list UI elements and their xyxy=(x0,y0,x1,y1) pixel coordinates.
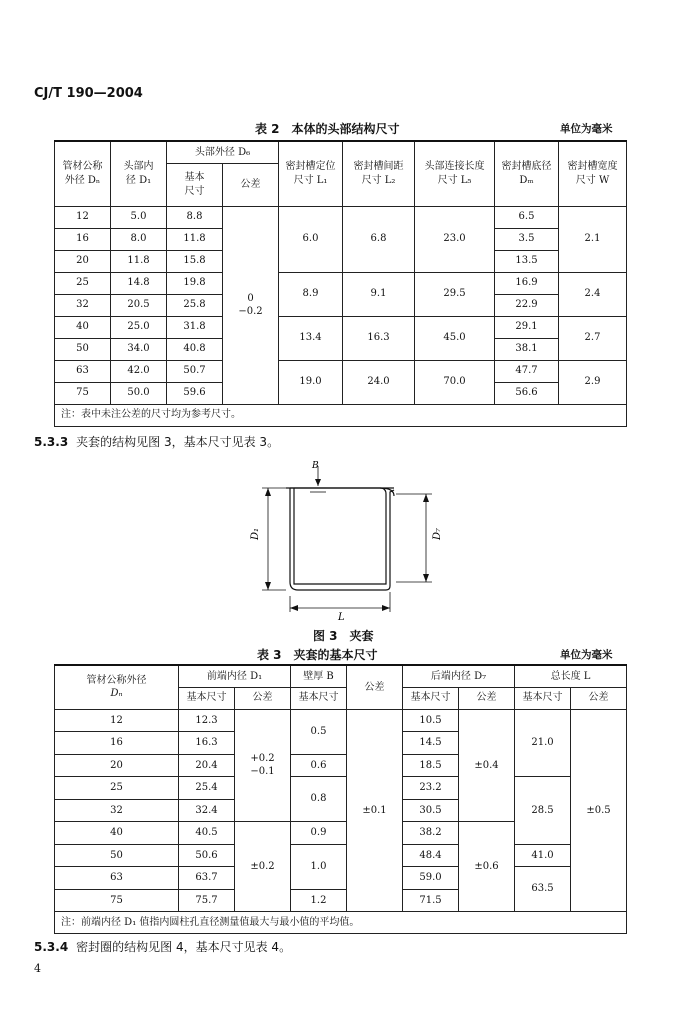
t3-rear: 71.5 xyxy=(403,889,459,912)
t3-wall: 0.6 xyxy=(291,754,347,777)
t2-dm: 47.7 xyxy=(495,360,559,382)
table2-caption: 表 2 本体的头部结构尺寸 xyxy=(255,122,400,136)
t2-id: 14.8 xyxy=(111,272,167,294)
t2-header-l1: 密封槽定位尺寸 L₁ xyxy=(279,141,343,206)
t3-front: 12.3 xyxy=(179,709,235,732)
t2-l5: 70.0 xyxy=(415,360,495,404)
t2-l2: 16.3 xyxy=(343,316,415,360)
t2-l5: 45.0 xyxy=(415,316,495,360)
t2-d6: 31.8 xyxy=(167,316,223,338)
t2-header-l5: 头部连接长度尺寸 L₅ xyxy=(415,141,495,206)
t3-len: 41.0 xyxy=(515,844,571,867)
t3-header-len: 总长度 L xyxy=(515,665,627,687)
t3-header-tol: 公差 xyxy=(459,687,515,709)
t3-front-tol: +0.2 −0.1 xyxy=(235,709,291,822)
t3-header-tol: 公差 xyxy=(571,687,627,709)
t2-header-head-od: 头部外径 D₆ xyxy=(167,141,279,163)
table2 xyxy=(54,140,627,427)
t2-header-basic: 基本尺寸 xyxy=(167,163,223,206)
t3-header-od: 管材公称外径 Dₙ xyxy=(55,665,179,709)
t3-od: 40 xyxy=(55,822,179,845)
t3-od: 75 xyxy=(55,889,179,912)
t3-rear: 30.5 xyxy=(403,799,459,822)
t2-id: 25.0 xyxy=(111,316,167,338)
t2-note: 注：表中未注公差的尺寸均为参考尺寸。 xyxy=(55,404,627,426)
t3-wall: 0.5 xyxy=(291,709,347,754)
t2-l1: 6.0 xyxy=(279,206,343,272)
t2-w: 2.9 xyxy=(559,360,627,404)
t2-dm: 56.6 xyxy=(495,382,559,404)
standard-code: CJ/T 190—2004 xyxy=(34,86,143,101)
t2-id: 34.0 xyxy=(111,338,167,360)
t2-l2: 6.8 xyxy=(343,206,415,272)
jacket-inner-wall xyxy=(294,488,386,584)
t2-header-w: 密封槽宽度尺寸 W xyxy=(559,141,627,206)
t2-id: 50.0 xyxy=(111,382,167,404)
t3-header-front: 前端内径 D₁ xyxy=(179,665,291,687)
t3-od: 50 xyxy=(55,844,179,867)
t2-od: 25 xyxy=(55,272,111,294)
t2-header-od: 管材公称外径 Dₙ xyxy=(55,141,111,206)
t3-od: 63 xyxy=(55,867,179,890)
t3-od: 25 xyxy=(55,777,179,800)
t2-l1: 19.0 xyxy=(279,360,343,404)
t2-d6: 50.7 xyxy=(167,360,223,382)
t2-id: 20.5 xyxy=(111,294,167,316)
t3-rear: 10.5 xyxy=(403,709,459,732)
t2-od: 32 xyxy=(55,294,111,316)
t2-id: 42.0 xyxy=(111,360,167,382)
t3-front: 63.7 xyxy=(179,867,235,890)
t2-header-l2: 密封槽间距尺寸 L₂ xyxy=(343,141,415,206)
t2-d6: 59.6 xyxy=(167,382,223,404)
t3-wall: 1.2 xyxy=(291,889,347,912)
t3-rear-tol: ±0.6 xyxy=(459,822,515,912)
t3-header-basic: 基本尺寸 xyxy=(179,687,235,709)
t2-d6: 19.8 xyxy=(167,272,223,294)
figure3-caption: 图 3 夹套 xyxy=(313,629,374,643)
t3-rear: 48.4 xyxy=(403,844,459,867)
t2-d6-tol: 0 −0.2 xyxy=(223,206,279,404)
t2-header-id: 头部内径 D₁ xyxy=(111,141,167,206)
t3-header-wall: 壁厚 B xyxy=(291,665,347,687)
t3-rear: 18.5 xyxy=(403,754,459,777)
t3-len: 28.5 xyxy=(515,777,571,845)
t2-l1: 8.9 xyxy=(279,272,343,316)
page-number: 4 xyxy=(34,962,41,975)
t3-front: 40.5 xyxy=(179,822,235,845)
para-5-3-4: 5.3.4 密封圈的结构见图 4，基本尺寸见表 4。 xyxy=(34,940,292,954)
t3-wall: 1.0 xyxy=(291,844,347,889)
t3-od: 32 xyxy=(55,799,179,822)
t2-id: 5.0 xyxy=(111,206,167,228)
t2-d6: 11.8 xyxy=(167,228,223,250)
t2-l5: 23.0 xyxy=(415,206,495,272)
t3-header-basic: 基本尺寸 xyxy=(515,687,571,709)
t3-wall: 0.9 xyxy=(291,822,347,845)
t3-od: 20 xyxy=(55,754,179,777)
t2-l1: 13.4 xyxy=(279,316,343,360)
t3-front: 20.4 xyxy=(179,754,235,777)
t2-od: 40 xyxy=(55,316,111,338)
t2-dm: 38.1 xyxy=(495,338,559,360)
t3-len-tol: ±0.5 xyxy=(571,709,627,912)
para-5-3-3: 5.3.3 夹套的结构见图 3，基本尺寸见表 3。 xyxy=(34,435,280,449)
t2-header-tol: 公差 xyxy=(223,163,279,206)
t2-id: 11.8 xyxy=(111,250,167,272)
t3-front: 75.7 xyxy=(179,889,235,912)
label-d7: D₇ xyxy=(432,527,443,540)
table3 xyxy=(54,664,627,934)
t2-dm: 16.9 xyxy=(495,272,559,294)
label-d1: D₁ xyxy=(250,527,261,540)
t3-od: 16 xyxy=(55,732,179,755)
t2-od: 75 xyxy=(55,382,111,404)
t3-wall-tol: ±0.1 xyxy=(347,709,403,912)
t2-od: 20 xyxy=(55,250,111,272)
figure3-jacket-drawing xyxy=(240,452,460,632)
t2-w: 2.4 xyxy=(559,272,627,316)
t3-len: 63.5 xyxy=(515,867,571,912)
table3-caption: 表 3 夹套的基本尺寸 xyxy=(257,648,378,662)
t2-d6: 25.8 xyxy=(167,294,223,316)
t3-len: 21.0 xyxy=(515,709,571,777)
t3-front: 25.4 xyxy=(179,777,235,800)
t2-dm: 22.9 xyxy=(495,294,559,316)
t2-d6: 15.8 xyxy=(167,250,223,272)
t3-wall: 0.8 xyxy=(291,777,347,822)
t2-dm: 6.5 xyxy=(495,206,559,228)
t2-w: 2.1 xyxy=(559,206,627,272)
t3-header-basic: 基本尺寸 xyxy=(291,687,347,709)
t3-front: 32.4 xyxy=(179,799,235,822)
t2-od: 63 xyxy=(55,360,111,382)
t2-dm: 13.5 xyxy=(495,250,559,272)
t2-od: 16 xyxy=(55,228,111,250)
t3-rear-tol: ±0.4 xyxy=(459,709,515,822)
t3-header-tol: 公差 xyxy=(235,687,291,709)
t3-header-wall-tol: 公差 xyxy=(347,665,403,709)
t2-od: 12 xyxy=(55,206,111,228)
t2-w: 2.7 xyxy=(559,316,627,360)
t3-header-basic: 基本尺寸 xyxy=(403,687,459,709)
t2-od: 50 xyxy=(55,338,111,360)
t3-rear: 38.2 xyxy=(403,822,459,845)
t3-note: 注：前端内径 D₁ 值指内圆柱孔直径测量值最大与最小值的平均值。 xyxy=(55,912,627,934)
t2-d6: 40.8 xyxy=(167,338,223,360)
t2-dm: 29.1 xyxy=(495,316,559,338)
t3-rear: 59.0 xyxy=(403,867,459,890)
t3-header-rear: 后端内径 D₇ xyxy=(403,665,515,687)
t3-front-tol: ±0.2 xyxy=(235,822,291,912)
t3-front: 50.6 xyxy=(179,844,235,867)
t2-id: 8.0 xyxy=(111,228,167,250)
t2-dm: 3.5 xyxy=(495,228,559,250)
t2-l5: 29.5 xyxy=(415,272,495,316)
jacket-outer-wall xyxy=(290,488,394,590)
t2-header-dm: 密封槽底径 Dₘ xyxy=(495,141,559,206)
t3-od: 12 xyxy=(55,709,179,732)
table2-unit: 单位为毫米 xyxy=(560,123,613,135)
t2-d6: 8.8 xyxy=(167,206,223,228)
label-l: L xyxy=(338,612,345,623)
t3-front: 16.3 xyxy=(179,732,235,755)
label-b: B xyxy=(312,461,319,471)
t2-l2: 24.0 xyxy=(343,360,415,404)
t3-rear: 23.2 xyxy=(403,777,459,800)
t3-rear: 14.5 xyxy=(403,732,459,755)
table3-unit: 单位为毫米 xyxy=(560,649,613,661)
t2-l2: 9.1 xyxy=(343,272,415,316)
